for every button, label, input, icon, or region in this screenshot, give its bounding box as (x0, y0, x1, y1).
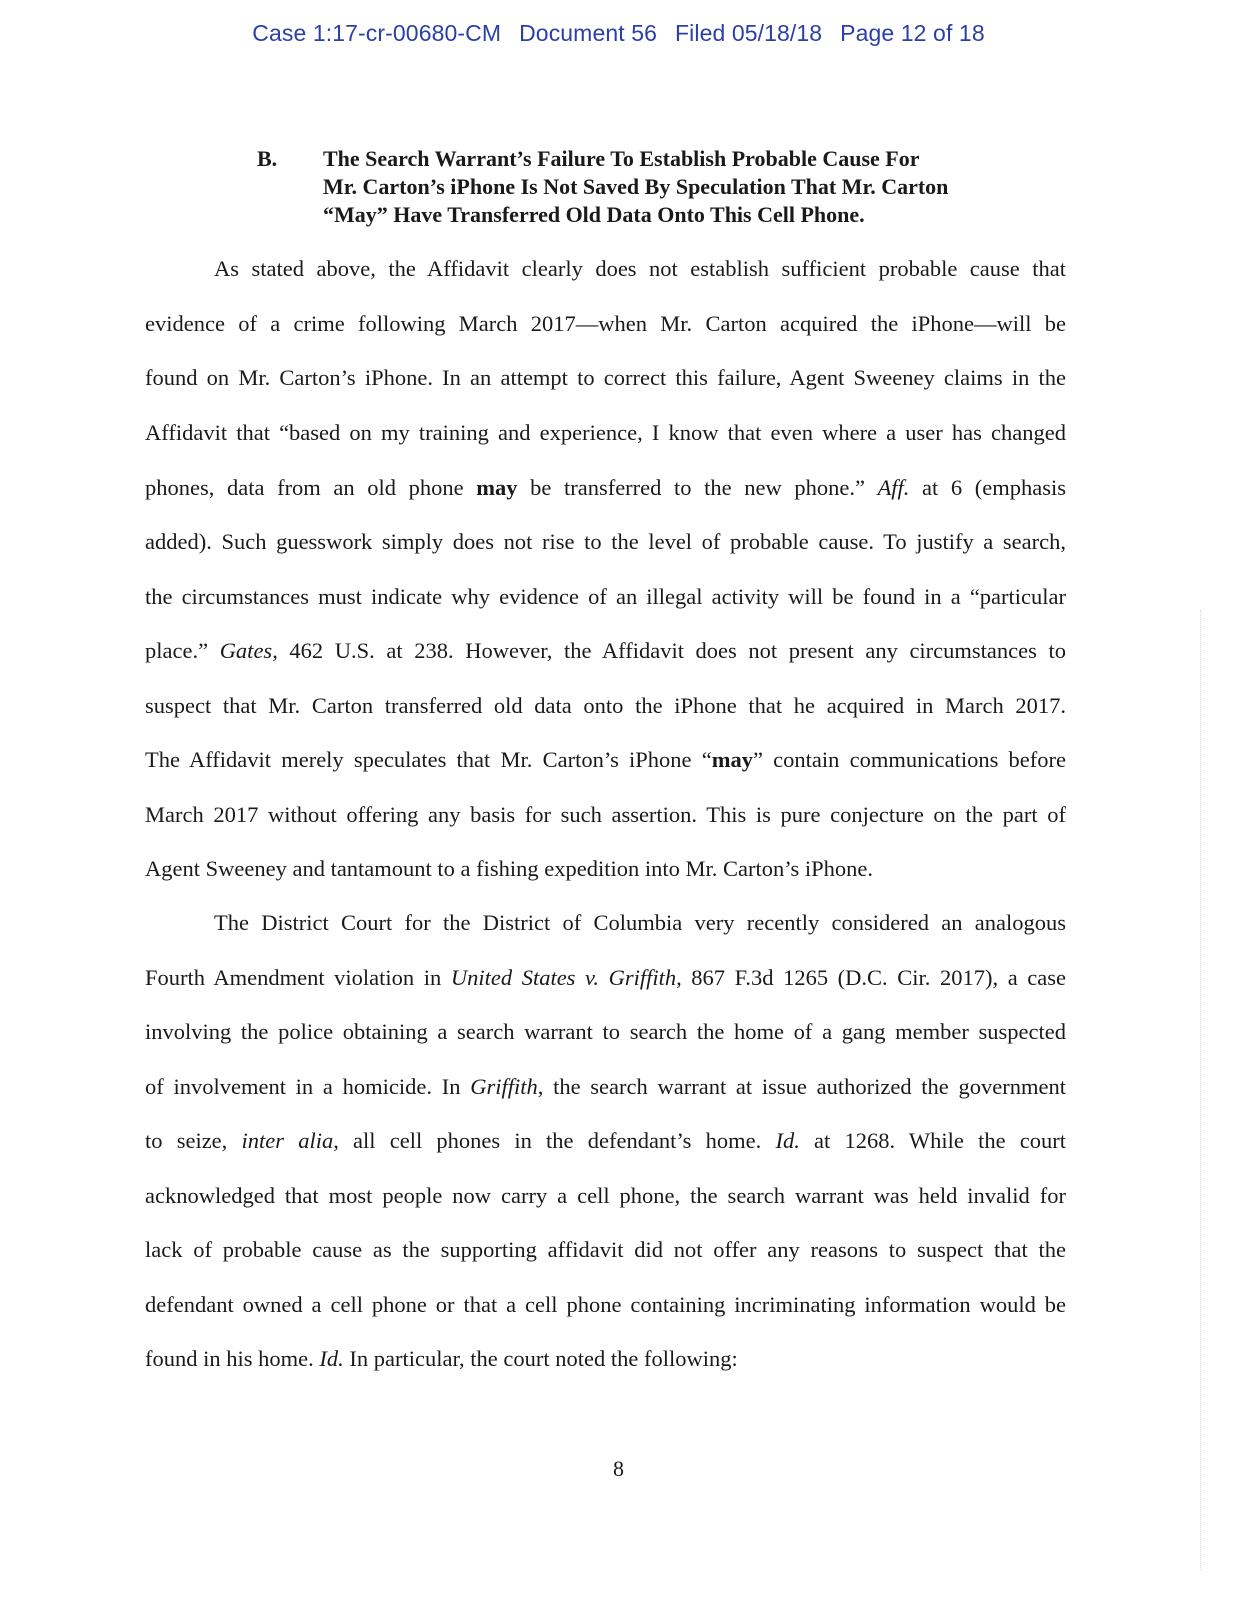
section-title-line: “May” Have Transferred Old Data Onto This Cell Phone. (323, 202, 865, 227)
paragraph-line: Fourth Amendment violation in United States v. Griffith, 867 F.3d 1265 (D.C. Cir. 2017), a case (145, 965, 1066, 990)
paragraph-line: As stated above, the Affidavit clearly does not establish sufficient probable cause that (214, 256, 1066, 281)
paragraph-line: of involvement in a homicide. In Griffith, the search warrant at issue authorized the government (145, 1074, 1066, 1099)
page-number: 8 (613, 1456, 624, 1481)
paragraph-line: added). Such guesswork simply does not rise to the level of probable cause. To justify a search, (145, 529, 1066, 554)
paragraph-line: Affidavit that “based on my training and experience, I know that even where a user has changed (145, 420, 1066, 445)
emphasis-bold: may (476, 475, 518, 500)
paragraph-line: involving the police obtaining a search warrant to search the home of a gang member suspected (145, 1019, 1066, 1044)
paragraph-line: found in his home. Id. In particular, the court noted the following: (145, 1346, 738, 1371)
paragraph-line: the circumstances must indicate why evidence of an illegal activity will be found in a “particular (145, 584, 1066, 609)
filed-date: Filed 05/18/18 (675, 20, 823, 46)
citation-italic: United States v. Griffith (450, 965, 677, 990)
section-title (323, 145, 1023, 229)
paragraph-line: The District Court for the District of Columbia very recently considered an analogous (214, 910, 1066, 935)
citation-italic: Griffith (470, 1074, 538, 1099)
citation-italic: Id. (319, 1346, 344, 1371)
paragraph-line: Agent Sweeney and tantamount to a fishing expedition into Mr. Carton’s iPhone. (145, 856, 874, 881)
paragraph-line: phones, data from an old phone may be transferred to the new phone.” Aff. at 6 (emphasis (145, 475, 1067, 500)
page-indicator: Page 12 of 18 (840, 20, 985, 46)
paragraph-line: suspect that Mr. Carton transferred old data onto the iPhone that he acquired in March 2017. (145, 693, 1066, 718)
paragraph-line: to seize, inter alia, all cell phones in the defendant’s home. Id. at 1268. While the court (145, 1128, 1066, 1153)
paragraph-line: evidence of a crime following March 2017—when Mr. Carton acquired the iPhone—will be (145, 311, 1066, 336)
citation-italic: Gates (219, 638, 273, 663)
paragraph-line: found on Mr. Carton’s iPhone. In an attempt to correct this failure, Agent Sweeney claims in the (145, 365, 1066, 390)
document-number: Document 56 (519, 20, 657, 46)
filing-header (0, 20, 1237, 47)
paragraph-line: place.” Gates, 462 U.S. at 238. However, the Affidavit does not present any circumstances to (145, 638, 1066, 663)
citation-italic: inter alia (241, 1128, 334, 1153)
citation-italic: Id. (775, 1128, 800, 1153)
scan-edge-artifact (1200, 610, 1202, 1570)
paragraph-line: defendant owned a cell phone or that a cell phone containing incriminating information would be (145, 1292, 1066, 1317)
section-letter: B. (257, 146, 278, 171)
paragraph-line: acknowledged that most people now carry a cell phone, the search warrant was held invalid for (145, 1183, 1066, 1208)
section-title-line: The Search Warrant’s Failure To Establish Probable Cause For (323, 146, 920, 171)
emphasis-bold: may (711, 747, 753, 772)
citation-italic: Aff. (877, 475, 910, 500)
paragraph-line: March 2017 without offering any basis for such assertion. This is pure conjecture on the part of (145, 802, 1066, 827)
paragraph-line: The Affidavit merely speculates that Mr. Carton’s iPhone “may” contain communications before (145, 747, 1066, 772)
case-number: Case 1:17-cr-00680-CM (252, 20, 502, 46)
paragraph-line: lack of probable cause as the supporting affidavit did not offer any reasons to suspect that the (145, 1237, 1066, 1262)
section-title-line: Mr. Carton’s iPhone Is Not Saved By Speculation That Mr. Carton (323, 174, 949, 199)
